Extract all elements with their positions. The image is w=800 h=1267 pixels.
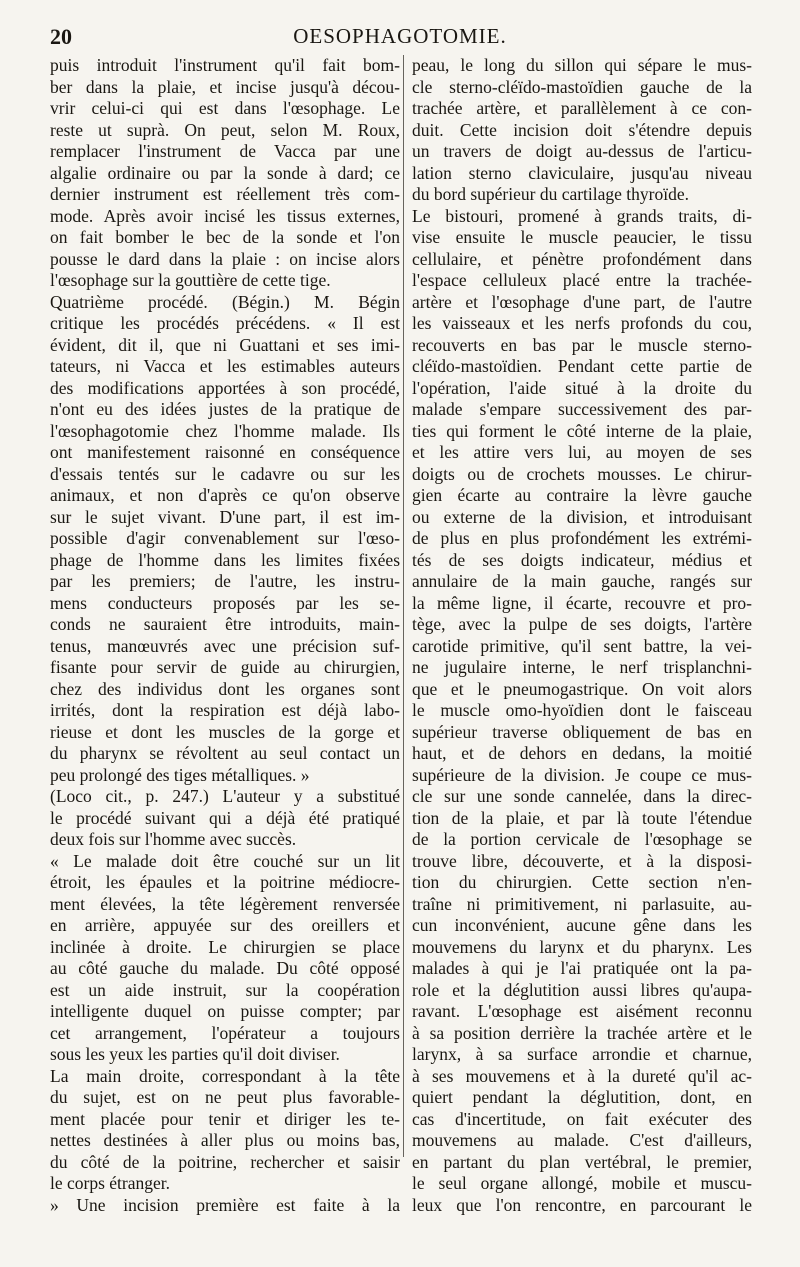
text-line: évident, dit il, que ni Guattani et ses imi- — [50, 334, 400, 355]
text-line: tés de ses doigts indicateur, médius et — [412, 549, 752, 570]
text-line: peu prolongé des tiges métalliques. » — [50, 764, 310, 785]
text-line: en arrière, appuyée sur des oreillers et — [50, 915, 400, 935]
text-line: vrir celui-ci qui est dans l'œsophage. Le — [50, 98, 400, 118]
text-line: le seul organe allongé, mobile et muscu- — [412, 1173, 752, 1193]
text-line: tion du chirurgien. Cette section n'en- — [412, 872, 752, 892]
text-line: ont manifestement raisonné en conséquence — [50, 442, 400, 462]
text-line: peau, le long du sillon qui sépare le mus- — [412, 55, 752, 75]
text-line: de plus en plus profondément les extrémi- — [412, 528, 752, 548]
text-line: tateurs, ni Vacca et les estimables auteurs — [50, 356, 400, 376]
text-line: les vaisseaux et les nerfs profonds du cou, — [412, 313, 752, 333]
text-line: artère et l'œsophage d'une part, de l'autre — [412, 291, 752, 312]
text-line: fisante pour servir de guide au chirurgien, — [50, 657, 400, 677]
text-line: Quatrième procédé. (Bégin.) M. Bégin — [50, 291, 400, 312]
text-line: en partant du plan vertébral, le premier, — [412, 1151, 752, 1172]
text-line: cellulaire, et pénètre profondément dans — [412, 248, 752, 269]
text-line: cet arrangement, l'opérateur a toujours — [50, 1022, 400, 1043]
text-line: de la portion cervicale de l'œsophage se — [412, 829, 752, 849]
text-line: mens conducteurs proposés par les se- — [50, 592, 400, 613]
text-line: cle sur une sonde cannelée, dans la direc- — [412, 786, 752, 806]
text-line: » Une incision première est faite à la — [50, 1194, 400, 1215]
text-line: tège, avec la pulpe de ses doigts, l'artère — [412, 614, 752, 634]
text-line: (Loco cit., p. 247.) L'auteur y a substitué — [50, 786, 400, 806]
text-line: cas d'incertitude, on fait exécuter des — [412, 1108, 752, 1129]
text-line: l'œsophage sur la gouttière de cette tige. — [50, 270, 331, 290]
text-line: animaux, et non d'après ce qu'on observe — [50, 485, 400, 505]
text-line: critique les procédés précédens. « Il est — [50, 313, 400, 333]
text-line: sous les yeux les parties qu'il doit diviser. — [50, 1044, 340, 1064]
text-line: quiert pendant la déglutition, dont, en — [412, 1087, 752, 1107]
text-line: mouvemens au malade. C'est d'ailleurs, — [412, 1130, 752, 1150]
text-line: le procédé suivant qui a déjà été pratiqué — [50, 807, 400, 828]
running-title: OESOPHAGOTOMIE. — [293, 24, 507, 48]
text-line: deux fois sur l'homme avec succès. — [50, 829, 297, 849]
text-line: le muscle omo-hyoïdien dont le faisceau — [412, 700, 752, 720]
text-line: traîne ni primitivement, ni parlasuite, au- — [412, 893, 752, 914]
text-line: tion de la plaie, et par là toute l'étendue — [412, 807, 752, 828]
text-line: du bord supérieur du cartilage thyroïde. — [412, 184, 689, 204]
text-line: l'opération, l'aide situé à la droite du — [412, 377, 752, 398]
text-line: Le bistouri, promené à grands traits, di- — [412, 205, 752, 226]
text-line: haut, et de dehors en dedans, la moitié — [412, 743, 752, 763]
text-line: et les attire vers lui, au moyen de ses — [412, 442, 752, 462]
text-line: reste ut suprà. On peut, selon M. Roux, — [50, 119, 400, 140]
text-line: l'espace celluleux placé entre la trachée- — [412, 270, 752, 290]
column-divider — [403, 55, 404, 1157]
text-line: nettes destinées à aller plus ou moins bas, — [50, 1130, 400, 1150]
text-line: algalie ordinaire ou par la sonde à dard; ce — [50, 162, 400, 183]
text-line: du sujet, est on ne peut plus favorable- — [50, 1087, 400, 1107]
text-line: carotide primitive, qu'il sent battre, la vei- — [412, 635, 752, 656]
text-line: ravant. L'œsophage est aisément reconnu — [412, 1001, 752, 1021]
text-line: doigts ou de crochets mousses. Le chirur- — [412, 463, 752, 484]
text-line: conds ne sauraient être introduits, main- — [50, 614, 400, 634]
text-line: ou externe de la division, et introduisant — [412, 506, 752, 527]
text-line: étroit, les épaules et la poitrine médiocre- — [50, 872, 400, 892]
text-line: cun inconvénient, aucune gêne dans les — [412, 915, 752, 935]
left-column — [50, 55, 400, 1216]
text-line: mode. Après avoir incisé les tissus externes, — [50, 205, 400, 226]
text-line: vise ensuite le muscle peaucier, le tissu — [412, 227, 752, 247]
text-line: tenus, manœuvrés avec une précision suf- — [50, 635, 400, 656]
text-line: par les premiers; de l'autre, les instru- — [50, 571, 400, 591]
text-line: rieuse et dont les muscles de la gorge et — [50, 721, 400, 742]
text-line: la même ligne, il écarte, recouvre et pro- — [412, 592, 752, 613]
text-line: dernier instrument est réellement très com- — [50, 184, 400, 204]
text-line: l'œsophagotomie chez l'homme malade. Ils — [50, 420, 400, 441]
text-line: trachée artère, et parallèlement à ce con- — [412, 98, 752, 118]
text-line: du côté de la poitrine, rechercher et saisir — [50, 1151, 400, 1172]
text-line: chez des individus dont les organes sont — [50, 678, 400, 699]
text-line: role et la déglutition aussi libres qu'aupa- — [412, 979, 752, 1000]
text-line: au côté gauche du malade. Du côté opposé — [50, 958, 400, 978]
text-line: malades à qui je l'ai pratiquée ont la pa- — [412, 958, 752, 978]
text-line: gien écarte au contraire la lèvre gauche — [412, 485, 752, 505]
text-line: du pharynx se révoltent au seul contact un — [50, 743, 400, 763]
text-line: intelligente duquel on puisse compter; par — [50, 1001, 400, 1021]
text-line: irrités, dont la respiration est déjà labo- — [50, 700, 400, 720]
text-line: « Le malade doit être couché sur un lit — [50, 850, 400, 871]
text-line: annulaire de la main gauche, rangés sur — [412, 571, 752, 591]
text-line: cle sterno-cléïdo-mastoïdien gauche de la — [412, 76, 752, 97]
text-line: inclinée à droite. Le chirurgien se place — [50, 936, 400, 957]
text-line: possible d'agir convenablement sur l'œso- — [50, 528, 400, 548]
text-line: un travers de doigt au-dessus de l'articu- — [412, 141, 752, 161]
right-column — [412, 55, 752, 1216]
text-line: pousse le dard dans la plaie : on incise alors — [50, 248, 400, 269]
text-line: duit. Cette incision doit s'étendre depuis — [412, 119, 752, 140]
text-line: supérieur traverse obliquement de bas en — [412, 721, 752, 742]
text-line: supérieure de la division. Je coupe ce mus- — [412, 764, 752, 785]
text-line: leux que l'on rencontre, en parcourant le — [412, 1194, 752, 1215]
text-line: à ses mouvemens et à la dureté qu'il ac- — [412, 1065, 752, 1086]
text-line: La main droite, correspondant à la tête — [50, 1065, 400, 1086]
text-line: que et le pneumogastrique. On voit alors — [412, 678, 752, 699]
text-line: trouve libre, découverte, et à la disposi- — [412, 850, 752, 871]
text-line: sur le sujet vivant. D'une part, il est im- — [50, 506, 400, 527]
text-line: ment élevées, la tête légèrement renversée — [50, 893, 400, 914]
page-header — [50, 24, 750, 54]
text-line: lation sterno claviculaire, jusqu'au niveau — [412, 162, 752, 183]
text-line: ber dans la plaie, et incise jusqu'à décou- — [50, 76, 400, 97]
text-line: cléïdo-mastoïdien. Pendant cette partie de — [412, 356, 752, 376]
text-line: phage de l'homme dans les limites fixées — [50, 549, 400, 570]
text-line: d'essais tentés sur le cadavre ou sur les — [50, 463, 400, 484]
text-line: recouverts en bas par le muscle sterno- — [412, 334, 752, 355]
text-line: n'ont eu des idées justes de la pratique de — [50, 399, 400, 419]
text-line: des modifications apportées à son procédé, — [50, 377, 400, 398]
text-line: ment placée pour tenir et diriger les te- — [50, 1108, 400, 1129]
text-line: malade s'empare successivement des par- — [412, 399, 752, 419]
page-number: 20 — [50, 24, 72, 49]
text-line: est un aide instruit, sur la coopération — [50, 979, 400, 1000]
text-line: le corps étranger. — [50, 1173, 171, 1193]
text-line: puis introduit l'instrument qu'il fait bom- — [50, 55, 400, 75]
text-line: ties qui forment le côté interne de la plaie, — [412, 420, 752, 441]
text-line: on fait bomber le bec de la sonde et l'on — [50, 227, 400, 247]
text-line: à sa position derrière la trachée artère et le — [412, 1022, 752, 1043]
text-line: ne jugulaire interne, le nerf trisplanchni- — [412, 657, 752, 677]
text-line: larynx, à sa surface arrondie et charnue, — [412, 1044, 752, 1064]
text-line: remplacer l'instrument de Vacca par une — [50, 141, 400, 161]
text-line: mouvemens du larynx et du pharynx. Les — [412, 936, 752, 957]
